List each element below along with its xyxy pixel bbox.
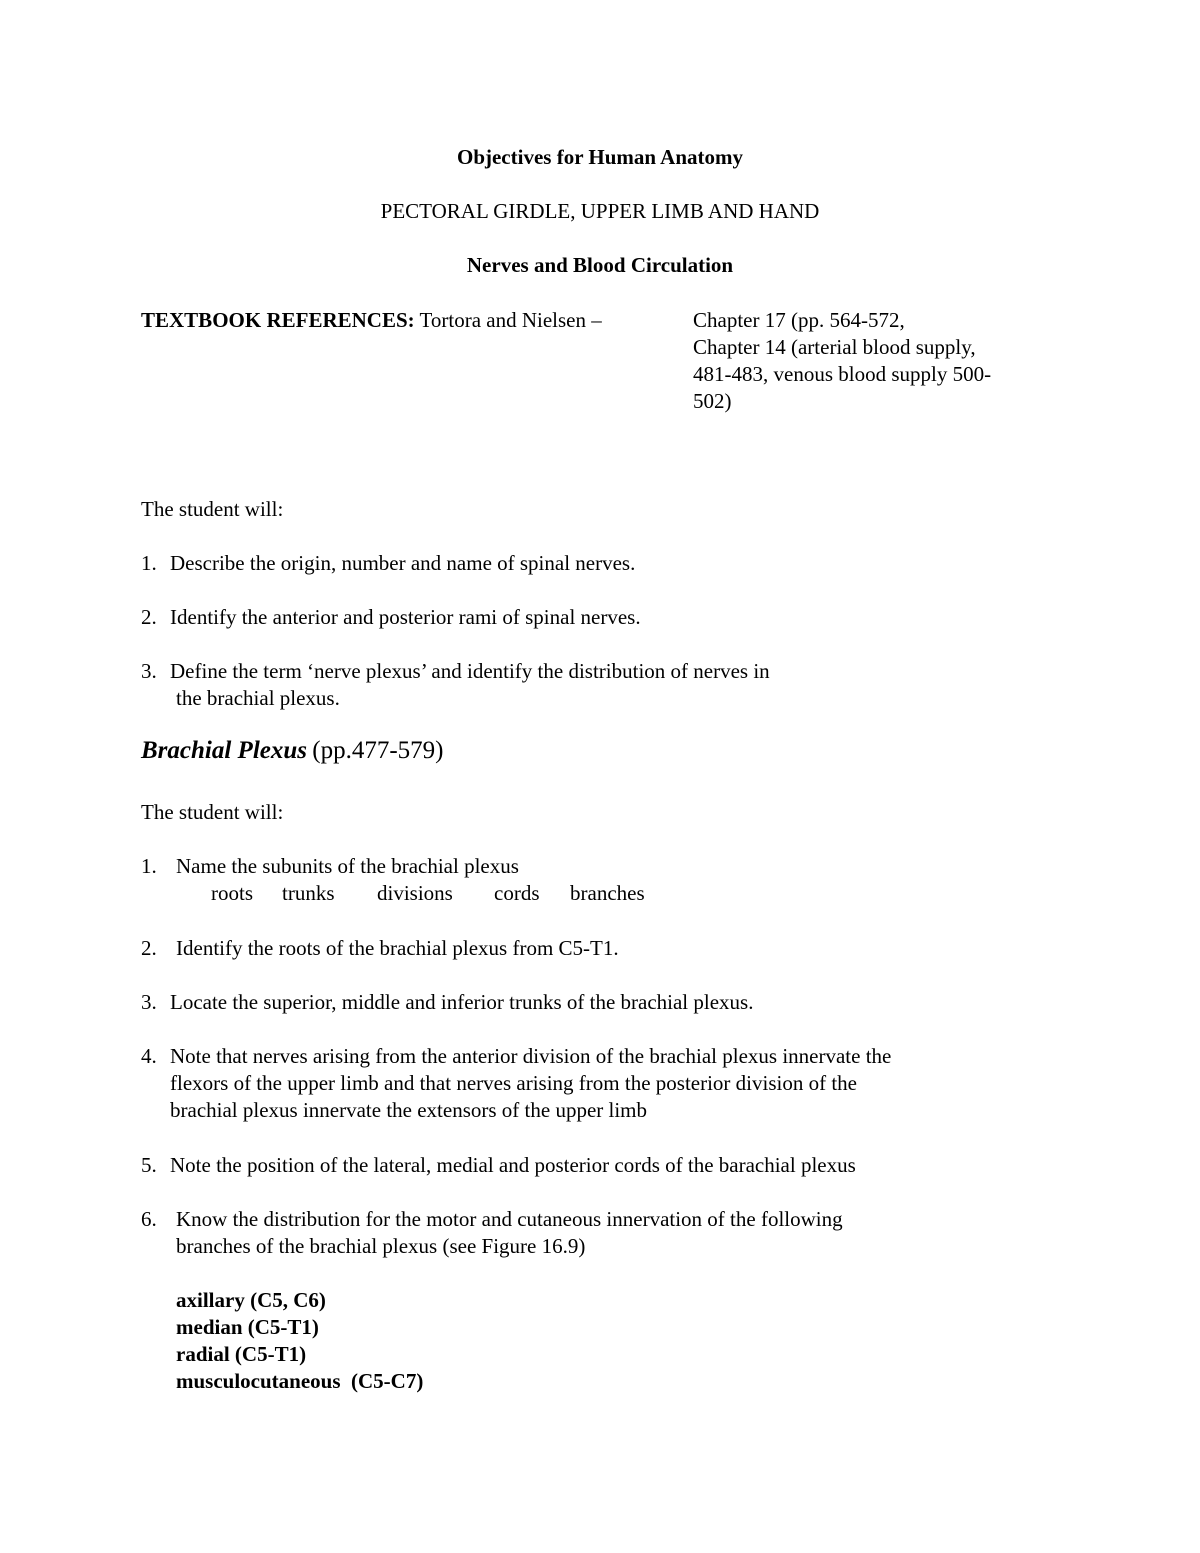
document-topic: Nerves and Blood Circulation xyxy=(466,253,734,277)
nerve-item: axillary (C5, C6) xyxy=(176,1288,326,1312)
item-text: Define the term ‘nerve plexus’ and identify the distribution of nerves in xyxy=(170,659,770,683)
item-number: 1. xyxy=(141,854,157,878)
reference-line: 502) xyxy=(693,389,732,413)
item-text: branches of the brachial plexus (see Figure 16.9) xyxy=(176,1234,586,1258)
reference-line: 481-483, venous blood supply 500- xyxy=(693,362,992,386)
references-label: TEXTBOOK REFERENCES: xyxy=(141,308,415,332)
item-text: Note that nerves arising from the anterior division of the brachial plexus innervate the xyxy=(170,1044,892,1068)
item-text: flexors of the upper limb and that nerves arising from the posterior division of the xyxy=(170,1071,858,1095)
textbook-references xyxy=(141,307,602,334)
subunit-word: roots xyxy=(211,881,253,905)
item-number: 3. xyxy=(141,659,157,683)
nerve-item: median (C5-T1) xyxy=(176,1315,319,1339)
subunit-word: trunks xyxy=(282,881,335,905)
subunit-word: divisions xyxy=(377,881,453,905)
item-number: 3. xyxy=(141,990,157,1014)
item-text: Identify the roots of the brachial plexus from C5-T1. xyxy=(176,936,619,960)
section-heading-title: Brachial Plexus xyxy=(141,737,307,764)
references-authors: Tortora and Nielsen – xyxy=(419,308,602,332)
subunit-word: branches xyxy=(570,881,645,905)
nerve-item: radial (C5-T1) xyxy=(176,1342,307,1366)
item-text: Describe the origin, number and name of spinal nerves. xyxy=(170,551,636,575)
item-number: 5. xyxy=(141,1153,157,1177)
section2-intro: The student will: xyxy=(141,800,284,824)
item-number: 1. xyxy=(141,551,157,575)
nerve-item: musculocutaneous (C5-C7) xyxy=(176,1369,424,1393)
section-heading-pages: (pp.477-579) xyxy=(312,737,444,764)
item-text: Identify the anterior and posterior rami of spinal nerves. xyxy=(170,605,641,629)
item-number: 2. xyxy=(141,936,157,960)
item-number: 2. xyxy=(141,605,157,629)
section-heading xyxy=(141,737,443,765)
section1-intro: The student will: xyxy=(141,497,284,521)
reference-line: Chapter 14 (arterial blood supply, xyxy=(693,335,976,359)
document-subtitle: PECTORAL GIRDLE, UPPER LIMB AND HAND xyxy=(380,199,820,223)
item-text: Note the position of the lateral, medial and posterior cords of the barachial plexus xyxy=(170,1153,856,1177)
item-text: the brachial plexus. xyxy=(176,686,340,710)
subunit-word: cords xyxy=(494,881,540,905)
document-title: Objectives for Human Anatomy xyxy=(456,145,743,169)
item-text: Locate the superior, middle and inferior trunks of the brachial plexus. xyxy=(170,990,754,1014)
item-text: Name the subunits of the brachial plexus xyxy=(176,854,519,878)
item-text: Know the distribution for the motor and cutaneous innervation of the following xyxy=(176,1207,843,1231)
item-number: 4. xyxy=(141,1044,157,1068)
item-number: 6. xyxy=(141,1207,157,1231)
reference-line: Chapter 17 (pp. 564-572, xyxy=(693,308,905,332)
item-text: brachial plexus innervate the extensors of the upper limb xyxy=(170,1098,648,1122)
